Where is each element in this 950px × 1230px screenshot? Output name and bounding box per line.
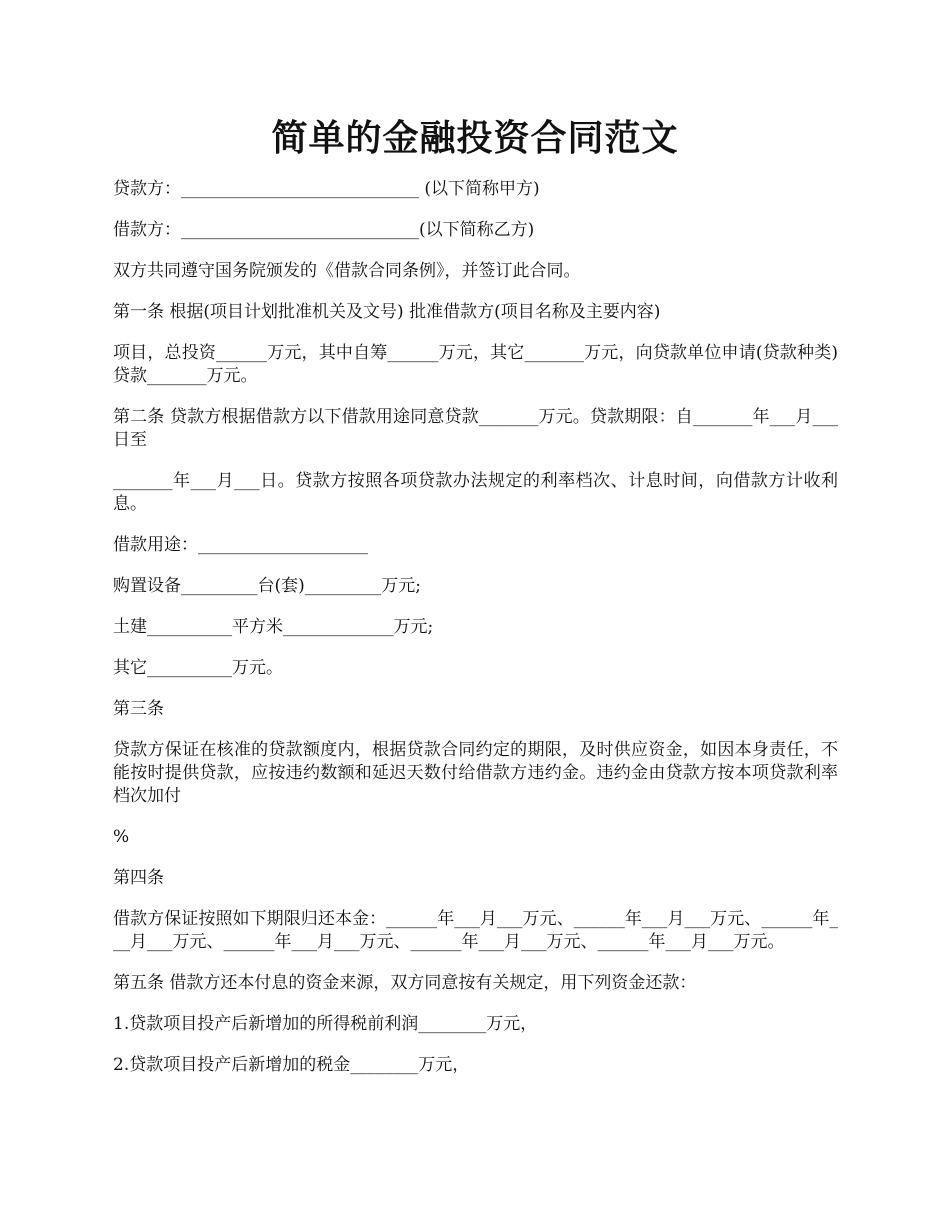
article-2-body: _______年___月___日。贷款方按照各项贷款办法规定的利率档次、计息时间，向借款方计收利息。 xyxy=(113,471,838,514)
equipment-purchase: 购置设备_________台(套)_________万元; xyxy=(113,576,421,596)
article-4-body: 借款方保证按照如下期限归还本金：______年___月___万元、______年___月___万元、______年___月___万元、______年___月___万元、______年___月___万元、______年___月___万元。 xyxy=(113,909,838,952)
repayment-source-2: 2.贷款项目投产后新增加的税金________万元， xyxy=(113,1055,470,1075)
other-usage: 其它__________万元。 xyxy=(113,658,283,678)
civil-construction: 土建__________平方米_____________万元; xyxy=(113,617,434,637)
article-1-body: 项目，总投资______万元，其中自筹______万元，其它_______万元，向贷款单位申请(贷款种类)贷款_______万元。 xyxy=(113,343,838,386)
borrower-line: 借款方：____________________________(以下简称乙方) xyxy=(113,220,535,240)
lender-line: 贷款方：____________________________ (以下简称甲方) xyxy=(113,179,540,199)
loan-purpose: 借款用途：____________________ xyxy=(113,535,368,555)
article-2-heading: 第二条 贷款方根据借款方以下借款用途同意贷款_______万元。贷款期限：自_______年___月___日至 xyxy=(113,407,838,450)
preamble: 双方共同遵守国务院颁发的《借款合同条例》，并签订此合同。 xyxy=(113,261,581,281)
article-5-heading: 第五条 借款方还本付息的资金来源，双方同意按有关规定，用下列资金还款： xyxy=(113,973,697,993)
article-1-heading: 第一条 根据(项目计划批准机关及文号) 批准借款方(项目名称及主要内容) xyxy=(113,302,661,322)
article-3-heading: 第三条 xyxy=(113,699,164,719)
article-3-body: 贷款方保证在核准的贷款额度内，根据贷款合同约定的期限，及时供应资金，如因本身责任，不能按时提供贷款，应按违约数额和延迟天数付给借款方违约金。违约金由贷款方按本项贷款利率档次加付 xyxy=(113,740,838,806)
document-title: 简单的金融投资合同范文 xyxy=(271,117,679,159)
percent-sign: % xyxy=(113,827,130,847)
article-4-heading: 第四条 xyxy=(113,868,164,888)
document-body xyxy=(113,178,838,1095)
repayment-source-1: 1.贷款项目投产后新增加的所得税前利润________万元， xyxy=(113,1014,538,1034)
